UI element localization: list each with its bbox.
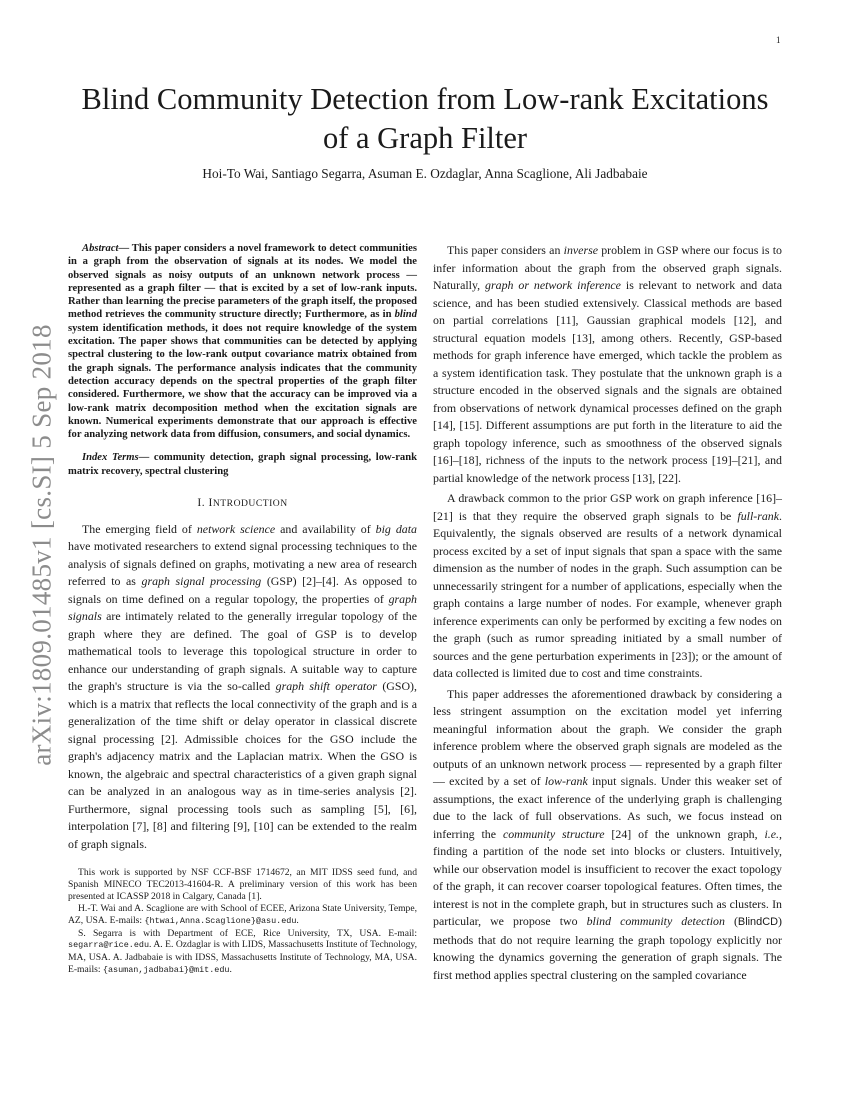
- intro-paragraph: The emerging field of network science and availability of big data have motivated researchers to extend signal processing techniques to the analysis of signals defined on graphs, motivating a new area of research referred to as graph signal processing (GSP) [2]–[4]. As opposed to signals on time defined on a regular topology, the properties of graph signals are intimately related to the generally irregular topology of the graph where they are defined. The goal of GSP is to develop mathematical tools to leverage this topological structure in order to enhance our understanding of graph signals. A suitable way to capture the graph's structure is via the so-called graph shift operator (GSO), which is a matrix that reflects the local connectivity of the graph and is a generalization of the time shift or delay operator in classical discrete signal processing [2]. Admissible choices for the GSO include the graph's adjacency matrix and the Laplacian matrix. When the GSO is known, the algebraic and spectral characteristics of a given graph signal can be analyzed in an analogous way as in time-series analysis [2]. Furthermore, signal processing tools such as sampling [5], [6], interpolation [7], [8] and filtering [9], [10] can be extended to the realm of graph signals.: [68, 521, 417, 851]
- method-name-blindcd: BlindCD: [737, 916, 779, 928]
- body-paragraph-1: This paper considers an inverse problem in GSP where our focus is to infer information about the graph from the observed graph signals. Naturally, graph or network inference is relevant to network and data science, and has been studied extensively. Classical methods are based on partial correlations [11], Gaussian graphical models [12], and structural equation models [13], among others. Recently, GSP-based methods for graph inference have emerged, which tackle the problem as a system identification task. They postulate that the unknown graph is a structure encoded in the observed signals and the signals are obtained from observations of network dynamical processes defined on the graph [14], [15]. Different assumptions are put forth in the literature to aid the graph topology inference, such as smoothness of the observed signals [16]–[18], richness of the inputs to the network process [19]–[21], and partial knowledge of the network process [13], [22].: [433, 243, 782, 485]
- arxiv-identifier: arXiv:1809.01485v1 [cs.SI] 5 Sep 2018: [26, 324, 57, 766]
- footnote-funding: This work is supported by NSF CCF-BSF 1714672, an MIT IDSS seed fund, and Spanish MINECO TEC2013-41604-R. A preliminary version of this work has been presented at ICASSP 2018 in Calgary, Canada [1].: [68, 867, 417, 902]
- abstract: Abstract— This paper considers a novel framework to detect communities in a graph from the observation of signals at its nodes. We model the observed signals as noisy outputs of an unknown network process — represented as a graph filter — that is excited by a set of low-rank inputs. Rather than learning the precise parameters of the graph itself, the proposed method retrieves the community structure directly; Furthermore, as in blind system identification methods, it does not require knowledge of the system excitation. The paper shows that communities can be detected by applying spectral clustering to the low-rank output covariance matrix obtained from the graph signals. The performance analysis indicates that the community detection accuracy depends on the spectral properties of the graph filter considered. Furthermore, we show that the accuracy can be improved via a low-rank matrix decomposition method when the excitation signals are known. Numerical experiments demonstrate that our approach is effective for analyzing network data from diffusion, consumers, and social dynamics.: [68, 243, 417, 441]
- email-rice[interactable]: segarra@rice.edu: [68, 940, 150, 951]
- index-terms: Index Terms— community detection, graph signal processing, low-rank matrix recovery, spectral clustering: [68, 452, 417, 477]
- email-mit[interactable]: {asuman,jadbabai}@mit.edu: [102, 965, 230, 976]
- paper-title: Blind Community Detection from Low-rank Excitations of a Graph Filter: [81, 82, 769, 155]
- body-paragraph-2: A drawback common to the prior GSP work on graph inference [16]–[21] is that they require the observed graph signals to be full-rank. Equivalently, the signals observed are results of a network dynamical process excited by a set of input signals that span a space with the same dimension as the number of nodes in the graph. Such assumption can be unnecessarily stringent for a number of applications, especially when the graph contains a large number of nodes. For example, whenever graph inference experiments can only be performed by exciting a few nodes on the graph (such as rumor spreading initiated by a small number of sources and the gene perturbation experiments in [23]); or the amount of data collected is limited due to cost and time constraints.: [433, 491, 782, 680]
- body-paragraph-3: This paper addresses the aforementioned drawback by considering a less stringent assumption on the excitation model yet inferring meaningful information about the graph. We consider the graph inference problem where the observed graph signals are modeled as the outputs of an unknown network process — represented by a graph filter — excited by a set of low-rank input signals. Under this weaker set of assumptions, the exact inference of the underlying graph is challenging due to the lack of full observations. As such, we focus instead on inferring the community structure [24] of the unknown graph, i.e., finding a partition of the node set into blocks or clusters. Intuitively, while our observation model is insufficient to recover the exact topology of the graph, it can recover coarser topological features. Often times, the interest is not in the complete graph, but in structures such as clusters. In particular, we propose two blind community detection (BlindCD) methods that do not require learning the graph topology explicitly nor knowing the dynamics governing the generation of graph signals. The first method applies spectral clustering on the sampled covariance: [433, 686, 783, 982]
- abstract-label: Abstract: [82, 243, 119, 254]
- index-terms-label: Index Terms: [82, 452, 139, 464]
- footnotes: [68, 867, 417, 977]
- left-column: [68, 242, 417, 977]
- page-number: 1: [776, 35, 781, 45]
- author-list: Hoi-To Wai, Santiago Segarra, Asuman E. Ozdaglar, Anna Scaglione, Ali Jadbabaie: [202, 166, 648, 181]
- right-column: [433, 242, 782, 984]
- footnote-affiliation-asu: H.-T. Wai and A. Scaglione are with School of ECEE, Arizona State University, Tempe, AZ, USA. E-mails: {htwai,Anna.Scaglione}@asu.edu.: [68, 902, 417, 926]
- section-heading-introduction: I. INTRODUCTION: [197, 496, 288, 510]
- footnote-affiliation-rice-mit: S. Segarra is with Department of ECE, Rice University, TX, USA. E-mail: segarra@rice.edu. A. E. Ozdaglar is with LIDS, Massachusetts Institute of Technology, MA, USA. A. Jadbabaie is with IDSS, Massachusetts Institute of Technology, MA, USA. E-mails: {asuman,jadbabai}@mit.edu.: [68, 927, 417, 976]
- email-asu[interactable]: {htwai,Anna.Scaglione}@asu.edu: [144, 915, 297, 926]
